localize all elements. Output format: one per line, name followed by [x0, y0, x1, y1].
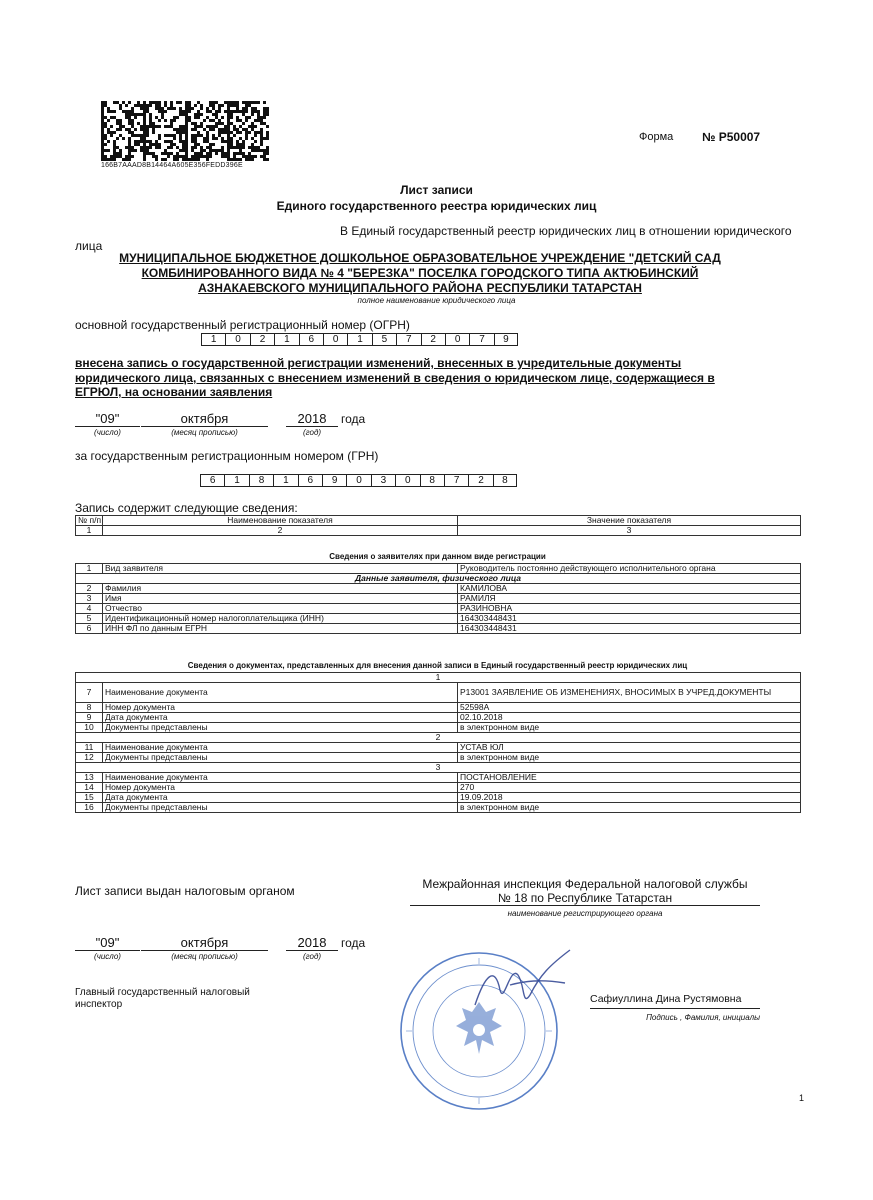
row-name: Документы представлены — [103, 753, 458, 763]
inspector-line: инспектор — [75, 999, 123, 1010]
table-row — [76, 614, 801, 624]
grn-digit-boxes — [200, 474, 517, 487]
row-number: 1 — [76, 564, 103, 574]
record-header-table — [75, 515, 801, 536]
row-name: Документы представлены — [103, 803, 458, 813]
applicant-subheading: Данные заявителя, физического лица — [76, 574, 801, 584]
row-number: 9 — [76, 713, 103, 723]
grn-digit: 6 — [200, 474, 224, 487]
grn-digit: 1 — [273, 474, 297, 487]
row-value: ПОСТАНОВЛЕНИЕ — [458, 773, 801, 783]
row-number: 16 — [76, 803, 103, 813]
row-name: Номер документа — [103, 783, 458, 793]
col-index: 3 — [458, 526, 801, 536]
table-row — [76, 594, 801, 604]
issue-date-month: октября — [141, 935, 268, 951]
row-value: Руководитель постоянно действующего исполнительного органа — [458, 564, 801, 574]
ogrn-digit: 2 — [250, 333, 274, 346]
form-label: Форма — [639, 131, 674, 143]
ogrn-digit: 0 — [323, 333, 347, 346]
col-num-header: № п/п — [76, 516, 103, 526]
documents-table — [75, 672, 801, 813]
row-value: 52598A — [458, 703, 801, 713]
row-value: 164303448431 — [458, 624, 801, 634]
org-full-name — [90, 251, 750, 296]
document-subtitle: Единого государственного реестра юридических лиц — [276, 199, 597, 213]
org-name-line: МУНИЦИПАЛЬНОЕ БЮДЖЕТНОЕ ДОШКОЛЬНОЕ ОБРАЗОВАТЕЛЬНОЕ УЧРЕЖДЕНИЕ "ДЕТСКИЙ САД — [119, 251, 721, 265]
table-row — [76, 683, 801, 703]
entry-description — [75, 356, 765, 400]
ogrn-label: основной государственный регистрационный номер (ОГРН) — [75, 318, 410, 332]
grn-digit: 8 — [493, 474, 517, 487]
row-number: 8 — [76, 703, 103, 713]
date-year: 2018 — [286, 411, 338, 427]
row-number: 3 — [76, 594, 103, 604]
document-group-label: 1 — [76, 673, 801, 683]
table-row — [76, 516, 801, 526]
col-index: 2 — [103, 526, 458, 536]
table-row — [76, 564, 801, 574]
date-day-caption: (число) — [94, 428, 121, 437]
row-name: Документы представлены — [103, 723, 458, 733]
signature-line — [590, 1008, 760, 1009]
row-name: Вид заявителя — [103, 564, 458, 574]
row-value: 19.09.2018 — [458, 793, 801, 803]
row-name: Дата документа — [103, 713, 458, 723]
date-day: "09" — [75, 411, 140, 427]
grn-digit: 9 — [322, 474, 346, 487]
table-row — [76, 723, 801, 733]
inspector-line: Главный государственный налоговый — [75, 987, 250, 998]
issue-date-year-caption: (год) — [302, 952, 322, 961]
grn-digit: 6 — [298, 474, 322, 487]
table-row — [76, 624, 801, 634]
ogrn-digit: 5 — [372, 333, 396, 346]
ogrn-digit: 2 — [421, 333, 445, 346]
signer-caption: Подпись , Фамилия, инициалы — [646, 1013, 760, 1022]
table-row — [76, 743, 801, 753]
document-group-label: 3 — [76, 763, 801, 773]
record-intro: Запись содержит следующие сведения: — [75, 501, 298, 515]
row-value: РАМИЛЯ — [458, 594, 801, 604]
ogrn-digit: 1 — [347, 333, 371, 346]
documents-heading: Сведения о документах, представленных для внесения данной записи в Единый государственный реестр юридических лиц — [187, 661, 688, 670]
table-row — [76, 783, 801, 793]
barcode-image — [101, 101, 269, 161]
row-value: 02.10.2018 — [458, 713, 801, 723]
table-row — [76, 753, 801, 763]
applicants-table — [75, 563, 801, 634]
ogrn-digit: 7 — [396, 333, 420, 346]
page-number: 1 — [799, 1093, 805, 1103]
row-number: 4 — [76, 604, 103, 614]
grn-digit: 7 — [444, 474, 468, 487]
row-number: 11 — [76, 743, 103, 753]
inspector-title — [75, 987, 250, 1011]
col-name-header: Наименование показателя — [103, 516, 458, 526]
grn-digit: 1 — [224, 474, 248, 487]
entry-line: юридического лица, связанных с внесением изменений в сведения о юридическом лице, содержащиеся в — [75, 370, 715, 385]
row-name: Наименование документа — [103, 773, 458, 783]
row-number: 6 — [76, 624, 103, 634]
issuer-line: № 18 по Республике Татарстан — [497, 891, 673, 905]
grn-digit: 2 — [468, 474, 492, 487]
table-row — [76, 713, 801, 723]
table-row — [76, 803, 801, 813]
issue-date-day: "09" — [75, 935, 140, 951]
row-value: РАЗИНОВНА — [458, 604, 801, 614]
entry-line: ЕГРЮЛ, на основании заявления — [75, 385, 273, 399]
table-row — [76, 604, 801, 614]
signer-name: Сафиуллина Дина Рустямовна — [590, 993, 742, 1005]
date-year-caption: (год) — [302, 428, 322, 437]
issue-date-month-caption: (месяц прописью) — [171, 952, 238, 961]
row-name: ИНН ФЛ по данным ЕГРН — [103, 624, 458, 634]
row-number: 13 — [76, 773, 103, 783]
form-number: № Р50007 — [702, 130, 761, 144]
row-name: Идентификационный номер налогоплательщика (ИНН) — [103, 614, 458, 624]
row-value: в электронном виде — [458, 803, 801, 813]
row-number: 7 — [76, 683, 103, 703]
intro-line-1: В Единый государственный реестр юридических лиц в отношении юридического — [340, 224, 792, 238]
ogrn-digit-boxes — [201, 333, 518, 346]
date-month: октября — [141, 411, 268, 427]
date-month-caption: (месяц прописью) — [171, 428, 238, 437]
col-index: 1 — [76, 526, 103, 536]
row-name: Номер документа — [103, 703, 458, 713]
signature-scribble-icon — [470, 945, 580, 1015]
barcode-code: 166B7AAAD8B14464A605E356FEDD396E — [101, 162, 243, 169]
ogrn-digit: 0 — [445, 333, 469, 346]
table-subheading-row — [76, 574, 801, 584]
row-name: Фамилия — [103, 584, 458, 594]
table-row — [76, 773, 801, 783]
row-value: в электронном виде — [458, 723, 801, 733]
org-name-line: КОМБИНИРОВАННОГО ВИДА № 4 "БЕРЕЗКА" ПОСЕЛКА ГОРОДСКОГО ТИПА АКТЮБИНСКИЙ — [141, 266, 699, 280]
grn-digit: 3 — [371, 474, 395, 487]
row-name: Дата документа — [103, 793, 458, 803]
applicants-heading: Сведения о заявителях при данном виде регистрации — [329, 552, 546, 561]
row-value: в электронном виде — [458, 753, 801, 763]
row-value: УСТАВ ЮЛ — [458, 743, 801, 753]
document-group-label: 2 — [76, 733, 801, 743]
group-row — [76, 673, 801, 683]
col-value-header: Значение показателя — [458, 516, 801, 526]
issuer-name — [410, 877, 760, 906]
row-value: КАМИЛОВА — [458, 584, 801, 594]
intro-line-2: лица — [75, 239, 103, 253]
issuer-line: Межрайонная инспекция Федеральной налоговой службы — [422, 877, 748, 891]
issue-date-suffix: года — [341, 936, 366, 950]
issue-date-year: 2018 — [286, 935, 338, 951]
issued-by-label: Лист записи выдан налоговым органом — [75, 884, 295, 898]
table-row — [76, 584, 801, 594]
org-name-line: АЗНАКАЕВСКОГО МУНИЦИПАЛЬНОГО РАЙОНА РЕСПУБЛИКИ ТАТАРСТАН — [198, 281, 642, 295]
row-name: Наименование документа — [103, 683, 458, 703]
row-number: 5 — [76, 614, 103, 624]
issue-date-day-caption: (число) — [94, 952, 121, 961]
ogrn-digit: 7 — [469, 333, 493, 346]
ogrn-digit: 6 — [299, 333, 323, 346]
row-name: Отчество — [103, 604, 458, 614]
row-number: 10 — [76, 723, 103, 733]
row-value: 270 — [458, 783, 801, 793]
table-row — [76, 703, 801, 713]
group-row — [76, 733, 801, 743]
group-row — [76, 763, 801, 773]
row-name: Имя — [103, 594, 458, 604]
entry-line: внесена запись о государственной регистрации изменений, внесенных в учредительные документы — [75, 356, 682, 370]
org-name-caption: полное наименование юридического лица — [357, 296, 516, 305]
date-suffix: года — [341, 412, 366, 426]
document-title: Лист записи — [400, 183, 473, 197]
ogrn-digit: 1 — [201, 333, 225, 346]
row-number: 15 — [76, 793, 103, 803]
row-number: 2 — [76, 584, 103, 594]
row-number: 14 — [76, 783, 103, 793]
issuer-caption: наименование регистрирующего органа — [507, 909, 663, 918]
row-value: Р13001 ЗАЯВЛЕНИЕ ОБ ИЗМЕНЕНИЯХ, ВНОСИМЫХ В УЧРЕД.ДОКУМЕНТЫ — [458, 683, 801, 703]
table-row — [76, 526, 801, 536]
grn-digit: 0 — [346, 474, 370, 487]
row-number: 12 — [76, 753, 103, 763]
grn-digit: 8 — [249, 474, 273, 487]
grn-label: за государственным регистрационным номером (ГРН) — [75, 449, 379, 463]
row-name: Наименование документа — [103, 743, 458, 753]
ogrn-digit: 9 — [494, 333, 518, 346]
grn-digit: 8 — [420, 474, 444, 487]
ogrn-digit: 1 — [274, 333, 298, 346]
table-row — [76, 793, 801, 803]
grn-digit: 0 — [395, 474, 419, 487]
ogrn-digit: 0 — [225, 333, 249, 346]
row-value: 164303448431 — [458, 614, 801, 624]
